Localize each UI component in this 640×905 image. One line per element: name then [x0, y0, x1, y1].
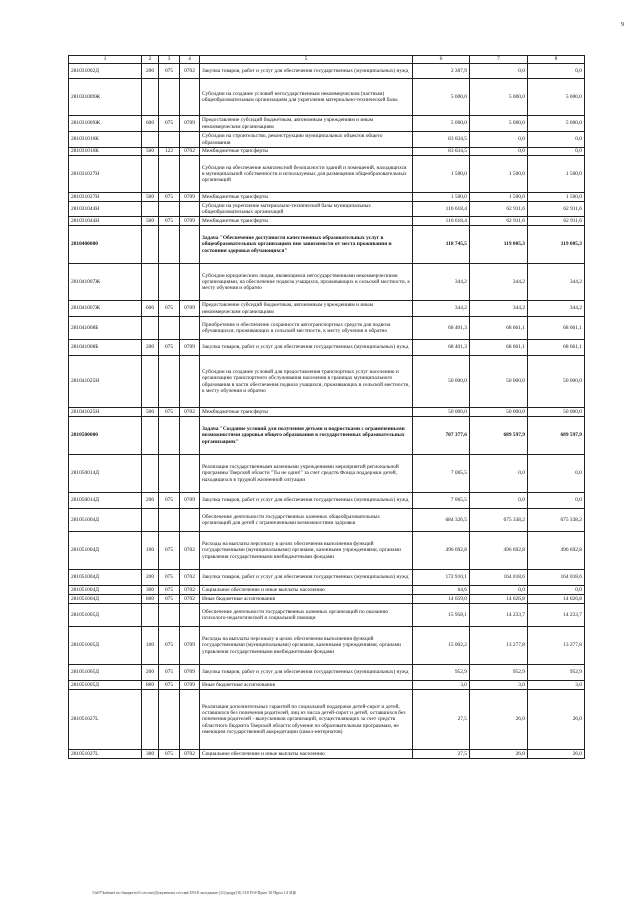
row-value-cell-6: 50 000,0: [413, 356, 470, 408]
row-dept-cell: 075: [159, 595, 180, 604]
row-dept-cell: 075: [159, 301, 180, 317]
row-section-cell: 0709: [180, 301, 200, 317]
row-type-cell: 100: [142, 627, 159, 665]
row-type-cell: [142, 455, 159, 493]
row-type-cell: [142, 317, 159, 340]
row-value-cell-7: 952,9: [470, 665, 528, 681]
row-type-cell: [142, 79, 159, 116]
row-value-cell-8: 62 911,6: [528, 217, 585, 226]
row-code-cell: 281031016К: [69, 132, 142, 148]
row-section-cell: 0702: [180, 570, 200, 586]
row-code-cell: 281031044Н: [69, 217, 142, 226]
row-dept-cell: 075: [159, 681, 180, 690]
row-section-cell: 0709: [180, 627, 200, 665]
row-code-cell: 281051027L: [69, 750, 142, 759]
row-name-cell: Закупка товаров, работ и услуг для обеспечения государственных (муниципальных) нужд: [200, 665, 413, 681]
row-name-cell: Межбюджетные трансферты: [200, 193, 413, 202]
row-value-cell-7: 3,0: [470, 681, 528, 690]
row-name-cell: Субсидии юридическим лицам, являющимся негосударственными некоммерческими организациями, на обеспечение подвоза учащихся, проживающих в сельской местности, к месту обучения и обратно: [200, 264, 413, 301]
row-section-cell: [180, 264, 200, 301]
row-value-cell-8: 68 661,1: [528, 317, 585, 340]
row-value-cell-6: 496 692,8: [413, 532, 470, 570]
row-name-cell: Предоставление субсидий бюджетным, автономным учреждениям и иным некоммерческим организациям: [200, 301, 413, 317]
row-name-cell: Субсидии на создание условий для предоставления транспортных услуг населению и организацию транспортного обслуживания населения в границах муниципального образования в части обеспечения подвоза учащихся, проживающих в сельской местности, к месту обучения и обратно: [200, 356, 413, 408]
table-row: [69, 132, 585, 148]
row-value-cell-6: 64,6: [413, 586, 470, 595]
row-value-cell-8: 344,2: [528, 301, 585, 317]
row-value-cell-7: 68 661,1: [470, 340, 528, 356]
row-code-cell: 281031002Д: [69, 64, 142, 79]
row-code-cell: 281051005Д: [69, 665, 142, 681]
row-section-cell: [180, 417, 200, 455]
row-value-cell-6: 684 326,5: [413, 509, 470, 532]
row-code-cell: 281031027Н: [69, 193, 142, 202]
row-value-cell-6: 118 745,5: [413, 226, 470, 264]
row-name-cell: Межбюджетные трансферты: [200, 408, 413, 417]
row-code-cell: 281051027L: [69, 690, 142, 750]
row-dept-cell: [159, 264, 180, 301]
row-code-cell: 281050014Д: [69, 493, 142, 509]
header-cell: 7: [470, 56, 528, 64]
row-type-cell: 200: [142, 493, 159, 509]
row-section-cell: [180, 509, 200, 532]
row-value-cell-8: 119 005,3: [528, 226, 585, 264]
row-code-cell: 281041007Ж: [69, 301, 142, 317]
row-value-cell-6: 50 000,0: [413, 408, 470, 417]
row-value-cell-7: 14 233,7: [470, 604, 528, 627]
table-row: [69, 116, 585, 132]
row-value-cell-6: 3,0: [413, 681, 470, 690]
row-section-cell: [180, 226, 200, 264]
row-name-cell: Закупка товаров, работ и услуг для обеспечения государственных (муниципальных) нужд: [200, 64, 413, 79]
row-section-cell: [180, 202, 200, 217]
row-value-cell-7: 0,0: [470, 586, 528, 595]
table-row: [69, 532, 585, 570]
row-value-cell-7: 62 911,6: [470, 202, 528, 217]
row-section-cell: 0709: [180, 681, 200, 690]
row-value-cell-6: 1 500,0: [413, 156, 470, 193]
row-section-cell: 0702: [180, 595, 200, 604]
row-code-cell: 281041007Ж: [69, 264, 142, 301]
row-type-cell: [142, 264, 159, 301]
row-section-cell: 0709: [180, 193, 200, 202]
table-row: [69, 217, 585, 226]
row-name-cell: Обеспечение деятельности государственных казенных общеобразовательных организаций для детей с ограниченными возможностями здоровья: [200, 509, 413, 532]
header-cell: 4: [180, 56, 200, 64]
row-value-cell-7: 0,0: [470, 64, 528, 79]
budget-table: [68, 55, 585, 759]
row-section-cell: [180, 79, 200, 116]
table-row: [69, 202, 585, 217]
row-dept-cell: [159, 132, 180, 148]
table-row: [69, 193, 585, 202]
row-dept-cell: 075: [159, 340, 180, 356]
row-code-cell: 2810500000: [69, 417, 142, 455]
row-section-cell: [180, 690, 200, 750]
table-row: [69, 509, 585, 532]
row-type-cell: [142, 417, 159, 455]
row-value-cell-6: 83 634,5: [413, 132, 470, 148]
row-name-cell: Расходы на выплаты персоналу в целях обеспечения выполнения функций государственными (муниципальными) органами, казенными учреждениями, органами управления государственными внебюджетными фондами: [200, 627, 413, 665]
row-value-cell-8: 50 000,0: [528, 408, 585, 417]
row-value-cell-7: 26,0: [470, 690, 528, 750]
row-name-cell: Расходы на выплаты персоналу в целях обеспечения выполнения функций государственными (муниципальными) органами, казенными учреждениями, органами управления государственными внебюджетными фондами: [200, 532, 413, 570]
header-cell: 2: [142, 56, 159, 64]
row-section-cell: 0709: [180, 116, 200, 132]
header-cell: 6: [413, 56, 470, 64]
row-value-cell-7: 62 911,6: [470, 217, 528, 226]
row-value-cell-7: 119 005,3: [470, 226, 528, 264]
row-type-cell: 300: [142, 750, 159, 759]
header-cell: 5: [200, 56, 413, 64]
row-section-cell: 0702: [180, 532, 200, 570]
row-name-cell: Социальное обеспечение и иные выплаты населению: [200, 586, 413, 595]
row-code-cell: 281041025Н: [69, 408, 142, 417]
table-row: [69, 665, 585, 681]
row-value-cell-8: 1 500,0: [528, 156, 585, 193]
row-dept-cell: [159, 317, 180, 340]
row-dept-cell: [159, 202, 180, 217]
row-dept-cell: [159, 156, 180, 193]
header-cell: 1: [69, 56, 142, 64]
row-name-cell: Предоставление субсидий бюджетным, автономным учреждениям и иным некоммерческим организациям: [200, 116, 413, 132]
row-name-cell: Реализация государственными казенными учреждениями мероприятий региональной программы Тверской области "Ты не один!" за счет средств Фонда поддержки детей, находящихся в трудной жизненной ситуации: [200, 455, 413, 493]
row-value-cell-7: 344,2: [470, 264, 528, 301]
row-type-cell: 500: [142, 217, 159, 226]
row-value-cell-6: 68 401,3: [413, 340, 470, 356]
row-name-cell: Субсидии на обеспечение комплексной безопасности зданий и помещений, находящихся в муниципальной собственности и используемых для размещения общеобразовательных организаций: [200, 156, 413, 193]
row-value-cell-6: 1 500,0: [413, 193, 470, 202]
row-section-cell: [180, 317, 200, 340]
row-code-cell: 281031044Н: [69, 202, 142, 217]
row-type-cell: [142, 604, 159, 627]
row-value-cell-6: 7 065,5: [413, 493, 470, 509]
row-value-cell-8: 62 911,6: [528, 202, 585, 217]
row-code-cell: 281051005Д: [69, 627, 142, 665]
row-type-cell: 200: [142, 570, 159, 586]
table-row: [69, 226, 585, 264]
row-value-cell-7: 344,2: [470, 301, 528, 317]
row-dept-cell: 075: [159, 750, 180, 759]
row-type-cell: 500: [142, 408, 159, 417]
row-dept-cell: 075: [159, 217, 180, 226]
page-number: 9: [621, 22, 624, 28]
row-type-cell: [142, 509, 159, 532]
row-value-cell-8: 68 661,1: [528, 340, 585, 356]
row-value-cell-6: 15 958,1: [413, 604, 470, 627]
row-dept-cell: 075: [159, 193, 180, 202]
row-name-cell: Закупка товаров, работ и услуг для обеспечения государственных (муниципальных) нужд: [200, 570, 413, 586]
row-section-cell: [180, 356, 200, 408]
row-section-cell: 0702: [180, 408, 200, 417]
row-type-cell: 200: [142, 340, 159, 356]
row-code-cell: 281031009Ж: [69, 79, 142, 116]
table-row: [69, 493, 585, 509]
row-name-cell: Задача "Создание условий для получения детьми и подростками с ограниченными возможностями здоровья общего образования в государственных образовательных организациях": [200, 417, 413, 455]
row-name-cell: Иные бюджетные ассигнования: [200, 595, 413, 604]
table-row: [69, 317, 585, 340]
table-row: [69, 690, 585, 750]
row-dept-cell: 075: [159, 586, 180, 595]
row-name-cell: Иные бюджетные ассигнования: [200, 681, 413, 690]
table-row: [69, 455, 585, 493]
row-value-cell-7: 164 018,6: [470, 570, 528, 586]
row-value-cell-6: 5 000,0: [413, 116, 470, 132]
row-value-cell-8: 50 000,0: [528, 356, 585, 408]
row-name-cell: Задача "Обеспечение доступности качественных образовательных услуг в общеобразовательных организациях вне зависимости от места проживания и состояния здоровья обучающихся": [200, 226, 413, 264]
row-value-cell-8: 5 000,0: [528, 116, 585, 132]
row-type-cell: 600: [142, 301, 159, 317]
row-code-cell: 281031016К: [69, 148, 142, 156]
row-value-cell-7: 5 000,0: [470, 116, 528, 132]
row-section-cell: [180, 455, 200, 493]
row-type-cell: [142, 226, 159, 264]
row-dept-cell: [159, 356, 180, 408]
row-dept-cell: 122: [159, 148, 180, 156]
table-row: [69, 408, 585, 417]
row-value-cell-8: 5 000,0: [528, 79, 585, 116]
row-value-cell-6: 2 307,9: [413, 64, 470, 79]
row-name-cell: Приобретение и обеспечение сохранности автотранспортных средств для подвоза обучающихся, проживающих в сельской местности, к месту обучения и обратно: [200, 317, 413, 340]
header-cell: 3: [159, 56, 180, 64]
row-dept-cell: 075: [159, 570, 180, 586]
table-row: [69, 340, 585, 356]
row-value-cell-8: 0,0: [528, 586, 585, 595]
row-section-cell: 0702: [180, 750, 200, 759]
row-code-cell: 281041008Б: [69, 340, 142, 356]
row-code-cell: 281051004Д: [69, 532, 142, 570]
table-row: [69, 604, 585, 627]
row-name-cell: Субсидии на создание условий негосударственным некоммерческим (частным) общеобразовательным организациям для укрепления материально-технической базы: [200, 79, 413, 116]
row-section-cell: 0709: [180, 217, 200, 226]
row-value-cell-6: 83 634,5: [413, 148, 470, 156]
row-name-cell: Закупка товаров, работ и услуг для обеспечения государственных (муниципальных) нужд: [200, 340, 413, 356]
row-type-cell: [142, 202, 159, 217]
row-code-cell: 281051004Д: [69, 509, 142, 532]
row-value-cell-8: 26,0: [528, 750, 585, 759]
row-value-cell-7: 0,0: [470, 455, 528, 493]
row-value-cell-7: 5 000,0: [470, 79, 528, 116]
row-type-cell: 200: [142, 64, 159, 79]
row-value-cell-7: 1 500,0: [470, 193, 528, 202]
table-row: [69, 417, 585, 455]
row-type-cell: [142, 690, 159, 750]
row-value-cell-7: 14 626,8: [470, 595, 528, 604]
row-name-cell: Межбюджетные трансферты: [200, 217, 413, 226]
row-value-cell-8: 0,0: [528, 132, 585, 148]
row-value-cell-8: 13 277,8: [528, 627, 585, 665]
row-section-cell: 0709: [180, 340, 200, 356]
row-type-cell: 800: [142, 595, 159, 604]
row-value-cell-8: 0,0: [528, 64, 585, 79]
row-dept-cell: 075: [159, 64, 180, 79]
row-code-cell: 281050014Д: [69, 455, 142, 493]
row-dept-cell: [159, 417, 180, 455]
table-row: [69, 79, 585, 116]
row-value-cell-8: 14 233,7: [528, 604, 585, 627]
row-section-cell: 0702: [180, 148, 200, 156]
table-row: [69, 264, 585, 301]
table-row: [69, 681, 585, 690]
row-value-cell-7: 13 277,8: [470, 627, 528, 665]
row-type-cell: [142, 156, 159, 193]
row-value-cell-6: 116 618,4: [413, 202, 470, 217]
row-type-cell: 200: [142, 665, 159, 681]
table-row: [69, 64, 585, 79]
row-value-cell-8: 675 338,2: [528, 509, 585, 532]
table-row: [69, 627, 585, 665]
row-type-cell: 300: [142, 586, 159, 595]
row-type-cell: [142, 132, 159, 148]
row-value-cell-7: 689 597,9: [470, 417, 528, 455]
row-code-cell: 281051004Д: [69, 595, 142, 604]
table-header-row: [69, 56, 585, 64]
row-section-cell: 0702: [180, 586, 200, 595]
row-dept-cell: [159, 509, 180, 532]
table-row: [69, 148, 585, 156]
row-code-cell: 281041008Б: [69, 317, 142, 340]
row-dept-cell: [159, 79, 180, 116]
row-section-cell: [180, 156, 200, 193]
row-value-cell-8: 689 597,9: [528, 417, 585, 455]
row-dept-cell: 075: [159, 408, 180, 417]
row-section-cell: 0709: [180, 493, 200, 509]
row-code-cell: 281051004Д: [69, 586, 142, 595]
row-name-cell: Субсидии на строительство, реконструкцию муниципальных объектов общего образования: [200, 132, 413, 148]
row-value-cell-8: 496 692,8: [528, 532, 585, 570]
row-value-cell-8: 0,0: [528, 148, 585, 156]
row-dept-cell: 075: [159, 116, 180, 132]
row-name-cell: Межбюджетные трансферты: [200, 148, 413, 156]
row-name-cell: Обеспечение деятельности государственных казенных организаций по оказанию психолого-педагогической и социальной помощи: [200, 604, 413, 627]
row-value-cell-7: 0,0: [470, 493, 528, 509]
row-value-cell-6: 952,9: [413, 665, 470, 681]
row-dept-cell: [159, 455, 180, 493]
row-dept-cell: 075: [159, 532, 180, 570]
row-type-cell: 500: [142, 148, 159, 156]
row-value-cell-6: 27,5: [413, 690, 470, 750]
row-dept-cell: [159, 604, 180, 627]
table-row: [69, 356, 585, 408]
header-cell: 8: [528, 56, 585, 64]
row-name-cell: Субсидии на укрепление материально-технической базы муниципальных общеобразовательных организаций: [200, 202, 413, 217]
row-code-cell: 281031009Ж: [69, 116, 142, 132]
row-code-cell: 281051004Д: [69, 570, 142, 586]
row-value-cell-8: 164 018,6: [528, 570, 585, 586]
row-value-cell-6: 5 000,0: [413, 79, 470, 116]
row-value-cell-8: 26,0: [528, 690, 585, 750]
row-code-cell: 281051005Д: [69, 681, 142, 690]
row-name-cell: Закупка товаров, работ и услуг для обеспечения государственных (муниципальных) нужд: [200, 493, 413, 509]
row-dept-cell: 075: [159, 493, 180, 509]
row-value-cell-6: 15 002,2: [413, 627, 470, 665]
row-value-cell-8: 14 626,8: [528, 595, 585, 604]
row-section-cell: [180, 132, 200, 148]
file-path-footer: \\fs07\kabinet по бюджету\б сессии\Документы сессии\18\18 заседание (11)\ргдр(18) 318 П-б\Прил 10 Прил 14 3ЦБ: [92, 890, 297, 895]
row-dept-cell: 075: [159, 665, 180, 681]
row-value-cell-7: 50 000,0: [470, 408, 528, 417]
row-value-cell-8: 344,2: [528, 264, 585, 301]
row-value-cell-7: 675 338,2: [470, 509, 528, 532]
row-code-cell: 2810400000: [69, 226, 142, 264]
row-value-cell-6: 707 377,6: [413, 417, 470, 455]
row-value-cell-7: 68 661,1: [470, 317, 528, 340]
row-value-cell-6: 172 910,1: [413, 570, 470, 586]
row-value-cell-6: 116 618,4: [413, 217, 470, 226]
row-value-cell-6: 14 659,0: [413, 595, 470, 604]
row-value-cell-7: 50 000,0: [470, 356, 528, 408]
row-value-cell-7: 26,0: [470, 750, 528, 759]
row-value-cell-8: 3,0: [528, 681, 585, 690]
table-row: [69, 586, 585, 595]
row-value-cell-8: 0,0: [528, 455, 585, 493]
table-row: [69, 595, 585, 604]
row-type-cell: 600: [142, 116, 159, 132]
row-type-cell: [142, 356, 159, 408]
row-value-cell-8: 952,9: [528, 665, 585, 681]
row-value-cell-7: 0,0: [470, 132, 528, 148]
table-row: [69, 301, 585, 317]
row-section-cell: 0709: [180, 665, 200, 681]
table-row: [69, 750, 585, 759]
row-value-cell-8: 1 500,0: [528, 193, 585, 202]
row-section-cell: 0702: [180, 64, 200, 79]
row-dept-cell: [159, 226, 180, 264]
row-value-cell-6: 68 401,3: [413, 317, 470, 340]
row-value-cell-6: 344,2: [413, 301, 470, 317]
row-value-cell-7: 496 692,8: [470, 532, 528, 570]
row-value-cell-6: 344,2: [413, 264, 470, 301]
row-value-cell-6: 7 065,5: [413, 455, 470, 493]
row-type-cell: 800: [142, 681, 159, 690]
row-dept-cell: 075: [159, 627, 180, 665]
row-type-cell: 100: [142, 532, 159, 570]
row-code-cell: 281051005Д: [69, 604, 142, 627]
row-value-cell-7: 0,0: [470, 148, 528, 156]
row-code-cell: 281031027Н: [69, 156, 142, 193]
row-code-cell: 281041025Н: [69, 356, 142, 408]
row-section-cell: [180, 604, 200, 627]
row-type-cell: 500: [142, 193, 159, 202]
table-row: [69, 570, 585, 586]
table-row: [69, 156, 585, 193]
row-value-cell-7: 1 500,0: [470, 156, 528, 193]
row-name-cell: Социальное обеспечение и иные выплаты населению: [200, 750, 413, 759]
row-name-cell: Реализация дополнительных гарантий по социальной поддержке детей-сирот и детей, оставшихся без попечения родителей, лиц из числа детей-сирот и детей, оставшихся без попечения родителей - выпускников организаций, осуществляющих за счет средств областного бюджета Тверской области обучение по образовательным программам, не имеющим государственной аккредитации (школ-интернатов): [200, 690, 413, 750]
row-dept-cell: [159, 690, 180, 750]
row-value-cell-6: 27,5: [413, 750, 470, 759]
row-value-cell-8: 0,0: [528, 493, 585, 509]
